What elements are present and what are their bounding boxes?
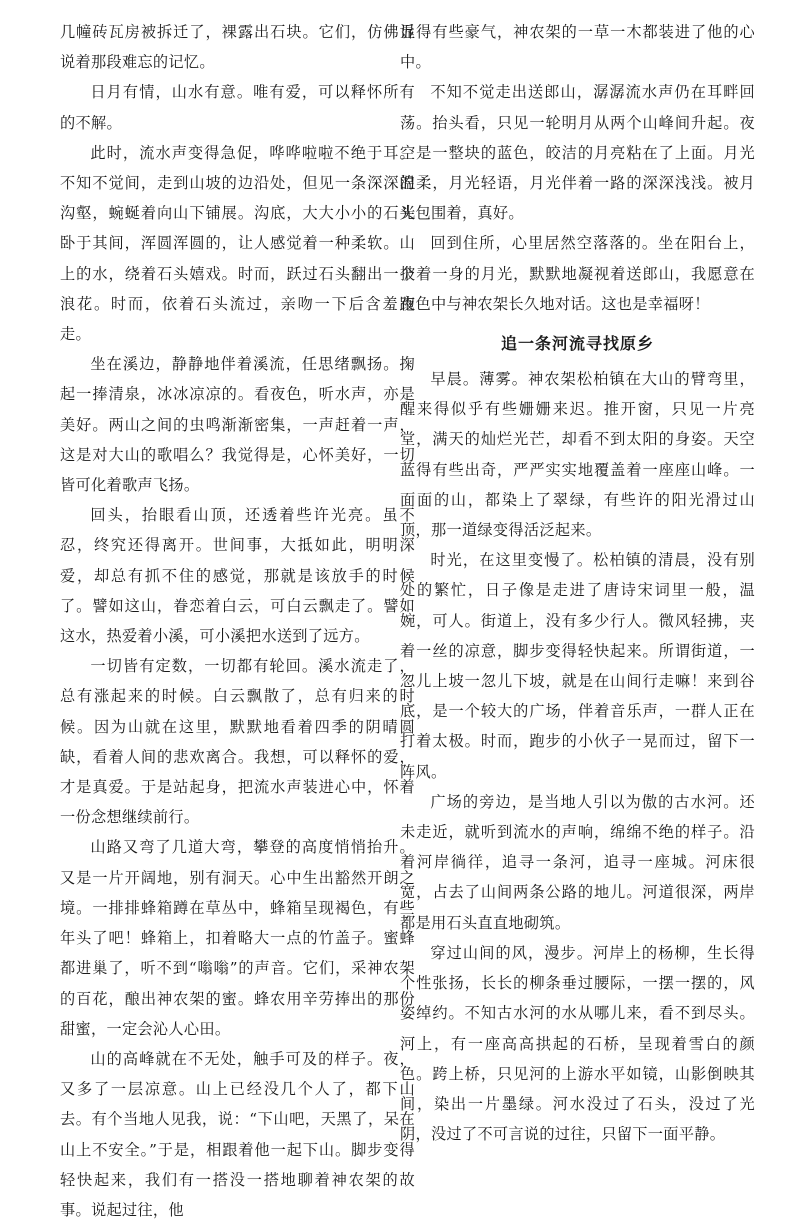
section-title: 追一条河流寻找原乡: [500, 334, 654, 354]
paragraph: 显得有些豪气，神农架的一草一木都装进了他的心中。: [400, 23, 755, 72]
paragraph: 此时，流水声变得急促，哗哗啦啦不绝于耳。不知不觉间，走到山坡的边沿处，但见一条深深的沟壑，蜿蜒着向山下铺展。沟底，大大小小的石头卧于其间，浑圆浑圆的，让人感觉着一种柔软。山上的水，绕着石头嬉戏。时而，跃过石头翻出一个浪花。时而，依着石头流过，亲吻一下后含羞跑走。: [60, 143, 415, 344]
paragraph: 坐在溪边，静静地伴着溪流，任思绪飘扬。掬起一捧清泉，冰冰凉凉的。看夜色，听水声，亦是美好。两山之间的虫鸣渐渐密集，一声赶着一声，这是对大山的歌唱么？我觉得是，心怀美好，一切皆可化着歌声飞扬。: [60, 355, 415, 495]
paragraph: 几幢砖瓦房被拆迁了，裸露出石块。它们，仿佛诉说着那段难忘的记忆。: [60, 23, 415, 72]
right-column: [400, 17, 755, 1149]
paragraph: 早晨。薄雾。神农架松柏镇在大山的臂弯里，醒来得似乎有些姗姗来迟。推开窗，只见一片亮堂，满天的灿烂光芒，却看不到太阳的身姿。天空蓝得有些出奇，严严实实地覆盖着一座座山峰。一面面的山，都染上了翠绿，有些许的阳光滑过山顶，那一道绿变得活泛起来。: [400, 370, 755, 540]
paragraph: 山路又弯了几道大弯，攀登的高度悄悄抬升。又是一片开阔地，别有洞天。心中生出豁然开朗之境。一排排蜂箱蹲在草丛中，蜂箱呈现褐色，有些年头了吧！蜂箱上，扣着略大一点的竹盖子。蜜蜂都进巢了，听不到“嗡嗡”的声音。它们，采神农架的百花，酿出神农架的蜜。蜂农用辛劳捧出的那份甜蜜，一定会沁人心田。: [60, 838, 415, 1038]
left-column: [60, 17, 415, 1225]
paragraph: 回到住所，心里居然空落落的。坐在阳台上，披着一身的月光，默默地凝视着送郎山，我愿意在夜色中与神农架长久地对话。这也是幸福呀！: [400, 234, 755, 313]
paragraph: 广场的旁边，是当地人引以为傲的古水河。还未走近，就听到流水的声响，绵绵不绝的样子。沿着河岸徜徉，追寻一条河，追寻一座城。河床很宽，占去了山间两条公路的地儿。河道很深，两岸都是用石头直直地砌筑。: [400, 792, 755, 932]
paragraph: 不知不觉走出送郎山，潺潺流水声仍在耳畔回荡。抬头看，只见一轮明月从两个山峰间升起。夜空是一整块的蓝色，皎洁的月亮粘在了上面。月光温柔，月光轻语，月光伴着一路的深深浅浅。被月光包围着，真好。: [400, 83, 755, 223]
paragraph: 回头，抬眼看山顶，还透着些许光亮。虽不忍，终究还得离开。世间事，大抵如此，明明深爱，却总有抓不住的感觉，那就是该放手的时候了。譬如这山，眷恋着白云，可白云飘走了。譬如这水，热爱着小溪，可小溪把水送到了远方。: [60, 506, 415, 646]
paragraph: 穿过山间的风，漫步。河岸上的杨柳，生长得个性张扬，长长的柳条垂过腰际，一摆一摆的，风姿绰约。不知古水河的水从哪儿来，看不到尽头。河上，有一座高高拱起的石桥，呈现着雪白的颜色。跨上桥，只见河的上游水平如镜，山影倒映其间，染出一片墨绿。河水没过了石头，没过了光阴，没过了不可言说的过往，只留下一面平静。: [400, 943, 755, 1144]
paragraph: 日月有情，山水有意。唯有爱，可以释怀所有的不解。: [60, 83, 415, 132]
paragraph: 一切皆有定数，一切都有轮回。溪水流走了，总有涨起来的时候。白云飘散了，总有归来的时候。因为山就在这里，默默地看着四季的阴晴圆缺，看着人间的悲欢离合。我想，可以释怀的爱，才是真爱。于是站起身，把流水声装进心中，怀着一份念想继续前行。: [60, 657, 415, 827]
paragraph: 山的高峰就在不无处，触手可及的样子。夜，又多了一层凉意。山上已经没几个人了，都下山去。有个当地人见我，说：“下山吧，天黑了，呆在山上不安全。”于是，相跟着他一起下山。脚步变得轻快起来，我们有一搭没一搭地聊着神农架的故事。说起过往，他: [60, 1049, 415, 1219]
paragraph: 时光，在这里变慢了。松柏镇的清晨，没有别处的繁忙，日子像是走进了唐诗宋词里一般，温婉，可人。街道上，没有多少行人。微风轻拂，夹着一丝的凉意，脚步变得轻快起来。所谓街道，一忽儿上坡一忽儿下坡，就是在山间行走嘛！来到谷底，是一个较大的广场，伴着音乐声，一群人正在打着太极。时而，跑步的小伙子一晃而过，留下一阵风。: [400, 551, 755, 781]
